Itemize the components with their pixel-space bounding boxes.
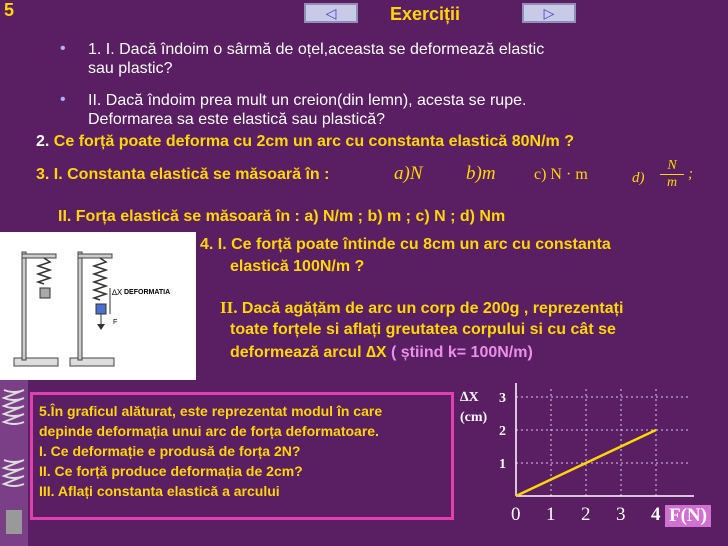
question-4-ii-text: Dacă agățăm de arc un corp de 200g , reprezentați — [237, 300, 624, 317]
y-tick-label: 1 — [499, 457, 506, 472]
fraction-end: ; — [688, 166, 693, 182]
bullet-line: sau plastic? — [88, 60, 173, 77]
y-tick-label: 3 — [499, 391, 506, 406]
question-5-line: III. Aflați constanta elastică a arcului — [39, 483, 280, 499]
question-number: 2. — [36, 133, 50, 150]
question-3-part-2: II. Forța elastică se măsoară în : a) N/m ; b) m ; c) N ; d) Nm — [58, 208, 506, 225]
slide-number: 5 — [4, 0, 15, 20]
question-4-ii-text: deformează arcul — [230, 344, 367, 361]
x-tick-label: 2 — [581, 504, 591, 525]
question-5-line: 5.În graficul alăturat, este reprezentat modul în care — [39, 403, 383, 419]
page-title: Exerciții — [390, 4, 461, 24]
dx-label: ∆X — [112, 288, 123, 297]
bullet-line: II. Dacă îndoim prea mult un creion(din lemn), acesta se rupe. — [88, 92, 527, 109]
part-ii-label: II. — [220, 298, 238, 317]
deformatia-label: DEFORMATIA — [124, 289, 171, 296]
right-triangle-icon: ▷ — [543, 4, 555, 21]
bullet-dot: • — [60, 91, 66, 108]
given-k: ( știind k= 100N/m) — [386, 344, 533, 361]
question-3-part-1: 3. I. Constanta elastică se măsoară în : — [36, 166, 330, 183]
y-axis-label: ∆X — [460, 390, 479, 405]
x-tick-label: 0 — [511, 504, 521, 525]
question-4-line-2: elastică 100N/m ? — [230, 258, 365, 275]
fraction-denominator: m — [666, 175, 678, 190]
question-5-line: I. Ce deformație e produsă de forța 2N? — [39, 443, 301, 459]
question-5-line: depinde deformația unui arc de forța deformatoare. — [39, 423, 379, 439]
option-a: a)N — [394, 163, 423, 184]
x-tick-label: 4 — [651, 504, 661, 525]
option-d: d) — [632, 170, 645, 186]
y-axis-unit: (cm) — [460, 410, 488, 425]
question-4-line-1: 4. I. Ce forță poate întinde cu 8cm un arc cu constanta — [200, 236, 611, 253]
option-b: b)m — [466, 163, 496, 184]
y-tick-label: 2 — [499, 424, 506, 439]
bullet-line: 1. I. Dacă îndoim o sârmă de oțel,aceasta se deformează elastic — [88, 41, 545, 58]
left-triangle-icon: ◁ — [325, 4, 337, 21]
x-tick-label: 1 — [546, 504, 556, 525]
bullet-line: Deformarea sa este elastică sau plastică? — [88, 111, 386, 128]
x-axis-label: F(N) — [665, 505, 711, 527]
option-c: c) N · m — [534, 166, 588, 183]
x-tick-label: 3 — [616, 504, 626, 525]
fraction-numerator: N — [667, 158, 677, 173]
delta-x-symbol: ∆X — [366, 344, 387, 361]
question-4-ii-line-2: toate forțele si aflați greutatea corpului si cu cât se — [230, 321, 616, 338]
bullet-dot: • — [60, 40, 66, 57]
question-text: Ce forță poate deforma cu 2cm un arc cu constanta elastică 80N/m ? — [53, 133, 574, 150]
question-5-line: II. Ce forță produce deformația de 2cm? — [39, 463, 303, 479]
force-label: F — [113, 319, 118, 326]
